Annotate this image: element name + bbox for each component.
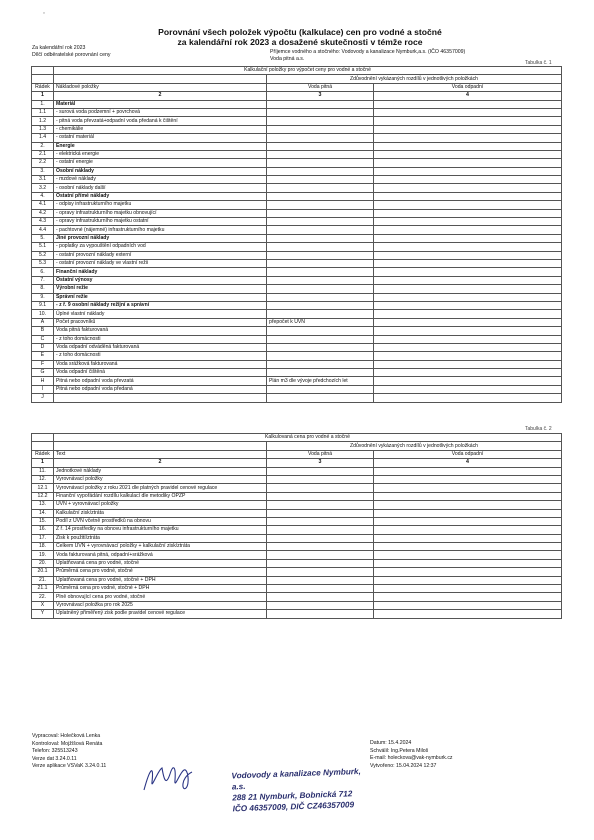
table2-cell-n: 21. (32, 576, 54, 584)
table1-cell-o (374, 159, 562, 167)
created: Vytvořeno: 15.04.2024 12:37 (370, 762, 437, 769)
table2-cell-t: Celkem ÚVN + vyrovnávací položky + kalkulační zisk/ztráta (54, 543, 267, 551)
table1-cell-n: 8. (32, 285, 54, 293)
table1-row (32, 134, 562, 142)
table1-row (32, 176, 562, 184)
table1-row (32, 327, 562, 335)
price-label: Dílčí odběratelské porovnání ceny (32, 52, 111, 58)
table1-cell-t: - ostatní provozní náklady externí (54, 251, 267, 259)
table2-cell-t: Plně obnovující cena pro vodné, stočné (54, 593, 267, 601)
table2-cell-t: Uplatněný přiměřený zisk podle pravidel cenové regulace (54, 610, 267, 618)
table1-cell-p (267, 176, 374, 184)
table1-cell-t: Ostatní přímé náklady (54, 192, 267, 200)
table1-cell-n: C (32, 335, 54, 343)
table1-row (32, 209, 562, 217)
table1-cell-p (267, 218, 374, 226)
app-version: Verze aplikace VSVaK 3.24.0.11 (32, 763, 107, 770)
table1-cell-p (267, 108, 374, 116)
table1-cell-n: A (32, 318, 54, 326)
table1-cell-n: D (32, 343, 54, 351)
table1-cell-o (374, 377, 562, 385)
table1-cell-t: Ostatní výnosy (54, 276, 267, 284)
table2-row (32, 576, 562, 584)
table1-row (32, 385, 562, 393)
table2-row (32, 475, 562, 483)
table1-cell-p (267, 327, 374, 335)
table1-cell-o (374, 327, 562, 335)
phone: Telefon: 325513243 (32, 748, 78, 755)
table2-cell-n: 22. (32, 593, 54, 601)
table1-cell-t: Pitná nebo odpadní voda převzatá (54, 377, 267, 385)
table2-diff-row (32, 442, 562, 450)
table1-row (32, 394, 562, 402)
table1-row (32, 335, 562, 343)
table1-cell-t: - chemikálie (54, 125, 267, 133)
table1-cell-t: Pitná nebo odpadní voda předaná (54, 385, 267, 393)
footer-right (370, 740, 453, 770)
table2-header-row (32, 450, 562, 458)
table1-cell-t: Materiál (54, 100, 267, 108)
table1-cell-n: 1.2 (32, 117, 54, 125)
table1-row (32, 276, 562, 284)
table1-cell-p (267, 192, 374, 200)
table1-cell-t (54, 394, 267, 402)
table2-cell-n: 12. (32, 475, 54, 483)
table1-cell-t: - z toho domácnosti (54, 335, 267, 343)
table1-cell-t: - odpisy infrastrukturního majetku (54, 201, 267, 209)
table1-row (32, 142, 562, 150)
table1-cell-t: Voda srážková fakturovaná (54, 360, 267, 368)
table1-cell-t: Jiné provozní náklady (54, 234, 267, 242)
table1-col-odpadni: Voda odpadní (374, 83, 562, 91)
table1-cell-p (267, 369, 374, 377)
table1-row (32, 167, 562, 175)
table1-cell-o (374, 125, 562, 133)
table2-cell-t: Uplatňovaná cena pro vodné, stočné (54, 559, 267, 567)
table2-cell-n: 21.1 (32, 585, 54, 593)
table2-diff-header: Zdůvodnění vykázaných rozdílů v jednotlivých položkách (267, 442, 562, 450)
table1-cell-t: Počet pracovníků (54, 318, 267, 326)
table2-row (32, 559, 562, 567)
table1-cell-p (267, 285, 374, 293)
table2-cell-t: Kalkulační zisk/ztráta (54, 509, 267, 517)
table1-cell-n: 2. (32, 142, 54, 150)
table1-cell-o (374, 285, 562, 293)
table2-cell-t: Jednotkové náklady (54, 467, 267, 475)
table1-cell-n: H (32, 377, 54, 385)
table1-cell-t: - opravy infrastrukturního majetku obnovující (54, 209, 267, 217)
table1-band-row (32, 67, 562, 75)
table1-cell-t: - pachtovné (nájemné) infrastrukturního majetku (54, 226, 267, 234)
object-label: Voda pitná a.s. (270, 56, 305, 62)
table1-row (32, 343, 562, 351)
table1-cell-o (374, 276, 562, 284)
table1-row (32, 259, 562, 267)
table1-cell-p (267, 117, 374, 125)
table1-row (32, 285, 562, 293)
table1-cell-n: J (32, 394, 54, 402)
table1-row (32, 243, 562, 251)
table1-cell-p (267, 301, 374, 309)
table1-row (32, 201, 562, 209)
table1-row (32, 100, 562, 108)
table1-cell-t: Výrobní režie (54, 285, 267, 293)
table1-cell-n: G (32, 369, 54, 377)
document-title (120, 27, 480, 47)
prepared-by: Vypracoval: Holečková Lenka (32, 733, 101, 739)
table1-cell-o (374, 226, 562, 234)
table1-cell-p (267, 142, 374, 150)
table1-cell-p (267, 150, 374, 158)
table2-row (32, 593, 562, 601)
table1-row (32, 159, 562, 167)
table1-cell-n: 6. (32, 268, 54, 276)
table2-tab-label: Tabulka č. 2 (525, 426, 552, 432)
table1-cell-t: - ostatní materiál (54, 134, 267, 142)
table1-cell-o (374, 218, 562, 226)
scan-mark: * (43, 12, 45, 18)
title-line-1: Porovnání všech položek výpočtu (kalkulace) cen pro vodné a stočné (158, 27, 442, 37)
table1-cell-p (267, 251, 374, 259)
table2-cell-t: Finanční vypořádání rozdílu kalkulací dle metodiky OPŽP (54, 492, 267, 500)
table1-cell-o (374, 117, 562, 125)
table1-cell-p (267, 134, 374, 142)
table1-cell-o (374, 352, 562, 360)
table1-cell-n: 9. (32, 293, 54, 301)
table1-cell-n: 1.4 (32, 134, 54, 142)
table2-cell-t: Uplatňovaná cena pro vodné, stočné + DPH (54, 576, 267, 584)
table1-tab-label: Tabulka č. 1 (525, 60, 552, 66)
table1-cell-n: 2.2 (32, 159, 54, 167)
signature (140, 760, 200, 796)
table1-band: Kalkulační položky pro výpočet ceny pro vodné a stočné (54, 67, 562, 75)
table1-cell-n: F (32, 360, 54, 368)
table2-cell-n: 11. (32, 467, 54, 475)
table2-cell-t: Průměrná cena pro vodné, stočné + DPH (54, 585, 267, 593)
table2-cell-t: Z ř. 14 prostředky na obnovu infrastrukturního majetku (54, 526, 267, 534)
table2-col-odpadni: Voda odpadní (374, 450, 562, 458)
table1-cell-o (374, 335, 562, 343)
table1-cell-n: 5. (32, 234, 54, 242)
table1-cell-t: Voda pitná fakturovaná (54, 327, 267, 335)
table2-cell-n: 14. (32, 509, 54, 517)
table1-col-item: Nákladové položky (54, 83, 267, 91)
table2-cell-n: 13. (32, 501, 54, 509)
table1-cell-p (267, 167, 374, 175)
table1-cell-o (374, 385, 562, 393)
table2-col-item: Text (54, 450, 267, 458)
table2-number-row: 1 2 3 4 (32, 459, 562, 467)
table1-cell-t: - poplatky za vypouštění odpadních vod (54, 243, 267, 251)
email: E-mail: holeckova@vak-nymburk.cz (370, 755, 453, 762)
table1-cell-n: 3. (32, 167, 54, 175)
table1-cell-n: B (32, 327, 54, 335)
table1-cell-o (374, 259, 562, 267)
table1-cell-o (374, 369, 562, 377)
table1-cell-p (267, 310, 374, 318)
table1-cell-o (374, 293, 562, 301)
table2-band-row (32, 434, 562, 442)
date: Datum: 15.4.2024 (370, 740, 412, 746)
table1-header-row (32, 83, 562, 91)
table1-cell-p (267, 209, 374, 217)
table1-cell-n: 4.2 (32, 209, 54, 217)
table2-band: Kalkulovaná cena pro vodné a stočné (54, 434, 562, 442)
table1-cell-p (267, 394, 374, 402)
table2-row (32, 526, 562, 534)
table1-row (32, 251, 562, 259)
table1-row (32, 301, 562, 309)
table1-cell-t: - osobní náklady další (54, 184, 267, 192)
table1-cell-n: 5.2 (32, 251, 54, 259)
table1-cell-p: Plán m3 dle vývoje předchozích let (267, 377, 374, 385)
table1-cell-p (267, 125, 374, 133)
table1-cell-p (267, 184, 374, 192)
table1-cell-t: Osobní náklady (54, 167, 267, 175)
table2-cell-t: ÚVN + vyrovnávací položky (54, 501, 267, 509)
table1-cell-o (374, 343, 562, 351)
table1-cell-t: - pitná voda převzatá+odpadní voda předaná k čištění (54, 117, 267, 125)
table1-cell-t: Voda odpadní čištěná (54, 369, 267, 377)
table1-cell-p (267, 201, 374, 209)
table1-cell-n: 3.2 (32, 184, 54, 192)
table1-cell-n: 5.1 (32, 243, 54, 251)
footer-left (32, 733, 106, 771)
table1-cell-o (374, 184, 562, 192)
table1-cell-o (374, 394, 562, 402)
table1-cell-o (374, 167, 562, 175)
table1-cell-o (374, 150, 562, 158)
table2-row (32, 601, 562, 609)
table2-cell-t: Zisk k použití/ztráta (54, 534, 267, 542)
table1-row (32, 234, 562, 242)
table1-cell-p (267, 259, 374, 267)
table2-cell-n: 12.1 (32, 484, 54, 492)
table1-cell-n: 3.1 (32, 176, 54, 184)
table1-diff-row (32, 75, 562, 83)
table2-cell-t: Vyrovnávací položka pro rok 2025 (54, 601, 267, 609)
table1-cell-p (267, 276, 374, 284)
table1-row (32, 150, 562, 158)
table1-cell-n: 4.4 (32, 226, 54, 234)
table1-row (32, 184, 562, 192)
company-stamp: Vodovody a kanalizace Nymburk, a.s. 288 21 Nymburk, Bobnická 712 IČO 46357009, DIČ CZ46357009 (231, 766, 361, 814)
table1-cell-n: 5.3 (32, 259, 54, 267)
table1-row (32, 218, 562, 226)
checked-by: Kontroloval: Mojžíšová Renáta (32, 740, 103, 747)
table1-cell-p (267, 335, 374, 343)
table1-row (32, 352, 562, 360)
table1-cell-n: 4.3 (32, 218, 54, 226)
table1-row (32, 377, 562, 385)
table2-row (32, 492, 562, 500)
table1-row (32, 108, 562, 116)
table1-cell-t: Úplné vlastní náklady (54, 310, 267, 318)
table2-row (32, 610, 562, 618)
table1-cell-t: - ostatní energie (54, 159, 267, 167)
table1-cell-n: I (32, 385, 54, 393)
table1-cell-o (374, 176, 562, 184)
table2-col-row: Řádek (32, 450, 54, 458)
table1-row (32, 125, 562, 133)
table2-cell-t: Vyrovnávací položky (54, 475, 267, 483)
table1-cell-p (267, 343, 374, 351)
table1-cell-n: 10. (32, 310, 54, 318)
table1-row (32, 117, 562, 125)
table2-row (32, 585, 562, 593)
calculation-items-table (31, 66, 562, 403)
table1-cell-n: 4.1 (32, 201, 54, 209)
table1-cell-n: 4. (32, 192, 54, 200)
table1-cell-t: Voda odpadní odváděná fakturovaná (54, 343, 267, 351)
table1-cell-p (267, 385, 374, 393)
table1-row (32, 268, 562, 276)
table1-cell-t: - ostatní provozní náklady ve vlastní režii (54, 259, 267, 267)
table1-cell-o (374, 251, 562, 259)
table2-cell-t: Voda fakturovaná pitná, odpadní+srážková (54, 551, 267, 559)
table1-cell-t: - z ř. 9 osobní náklady režijní a správní (54, 301, 267, 309)
table2-col-pitna: Voda pitná (267, 450, 374, 458)
table1-cell-o (374, 108, 562, 116)
table2-cell-n: 17. (32, 534, 54, 542)
table2-cell-t: Průměrná cena pro vodné, stočné (54, 568, 267, 576)
table1-cell-p (267, 352, 374, 360)
table2-row (32, 543, 562, 551)
table1-cell-o (374, 301, 562, 309)
table2-cell-n: Y (32, 610, 54, 618)
table1-diff-header: Zdůvodnění vykázaných rozdílů v jednotlivých položkách (267, 75, 562, 83)
table1-cell-p (267, 226, 374, 234)
table1-cell-t: - opravy infrastrukturního majetku ostatní (54, 218, 267, 226)
table1-cell-o (374, 360, 562, 368)
table2-row (32, 467, 562, 475)
data-version: Verze dat 3.24.0.11 (32, 755, 77, 762)
table1-cell-o (374, 310, 562, 318)
table1-cell-t: - mzdové náklady (54, 176, 267, 184)
table2-cell-n: 18. (32, 543, 54, 551)
table1-cell-t: - surová voda podzemní + povrchová (54, 108, 267, 116)
table2-row (32, 484, 562, 492)
table1-cell-t: Správní režie (54, 293, 267, 301)
table1-cell-n: 9.1 (32, 301, 54, 309)
table1-cell-o (374, 134, 562, 142)
table1-cell-p: přepočet k UVN (267, 318, 374, 326)
table1-cell-o (374, 318, 562, 326)
table2-row (32, 509, 562, 517)
table1-cell-n: 2.1 (32, 150, 54, 158)
table1-row (32, 226, 562, 234)
table2-cell-n: 19. (32, 551, 54, 559)
recipient-label: Příjemce vodného a stočného: Vodovody a kanalizace Nymburk,a.s. (IČO 46357009) (270, 49, 466, 55)
calculated-price-table (31, 433, 562, 619)
table1-col-pitna: Voda pitná (267, 83, 374, 91)
table2-cell-n: 20.1 (32, 568, 54, 576)
table2-cell-n: 15. (32, 517, 54, 525)
table2-cell-n: 16. (32, 526, 54, 534)
table1-cell-n: 1.3 (32, 125, 54, 133)
table2-cell-n: 12.2 (32, 492, 54, 500)
table1-row (32, 369, 562, 377)
table2-row (32, 534, 562, 542)
table1-cell-p (267, 234, 374, 242)
table1-row (32, 192, 562, 200)
table1-number-row: 1 2 3 4 (32, 92, 562, 100)
title-line-2: za kalendářní rok 2023 a dosažené skutečnosti v témže roce (177, 37, 423, 47)
table2-row (32, 551, 562, 559)
table1-cell-p (267, 293, 374, 301)
table1-cell-t: - z toho domácnosti (54, 352, 267, 360)
table1-cell-o (374, 234, 562, 242)
table1-cell-p (267, 360, 374, 368)
table2-cell-t: Vyrovnávací položky z roku 2021 dle platných pravidel cenové regulace (54, 484, 267, 492)
table2-cell-n: X (32, 601, 54, 609)
table1-cell-o (374, 100, 562, 108)
table1-row (32, 310, 562, 318)
table1-cell-o (374, 192, 562, 200)
table1-row (32, 318, 562, 326)
table1-cell-t: Energie (54, 142, 267, 150)
table2-row (32, 517, 562, 525)
table1-cell-p (267, 100, 374, 108)
table2-row (32, 501, 562, 509)
table1-cell-n: 1. (32, 100, 54, 108)
table1-cell-o (374, 142, 562, 150)
table1-cell-o (374, 201, 562, 209)
table1-cell-t: - elektrická energie (54, 150, 267, 158)
table1-row (32, 360, 562, 368)
year-label: Za kalendářní rok 2023 (32, 45, 86, 51)
table1-row (32, 293, 562, 301)
table1-cell-n: E (32, 352, 54, 360)
table2-cell-n: 20. (32, 559, 54, 567)
table2-cell-t: Podíl z ÚVN včetně prostředků na obnovu (54, 517, 267, 525)
table1-cell-o (374, 209, 562, 217)
table2-row (32, 568, 562, 576)
table1-cell-p (267, 243, 374, 251)
table1-cell-p (267, 159, 374, 167)
table1-cell-o (374, 243, 562, 251)
table1-cell-n: 1.1 (32, 108, 54, 116)
table1-cell-p (267, 268, 374, 276)
table1-cell-t: Finanční náklady (54, 268, 267, 276)
table1-col-row: Řádek (32, 83, 54, 91)
approved-by: Schválil: Ing.Petera Miloš (370, 747, 429, 754)
table1-cell-n: 7. (32, 276, 54, 284)
table1-cell-o (374, 268, 562, 276)
